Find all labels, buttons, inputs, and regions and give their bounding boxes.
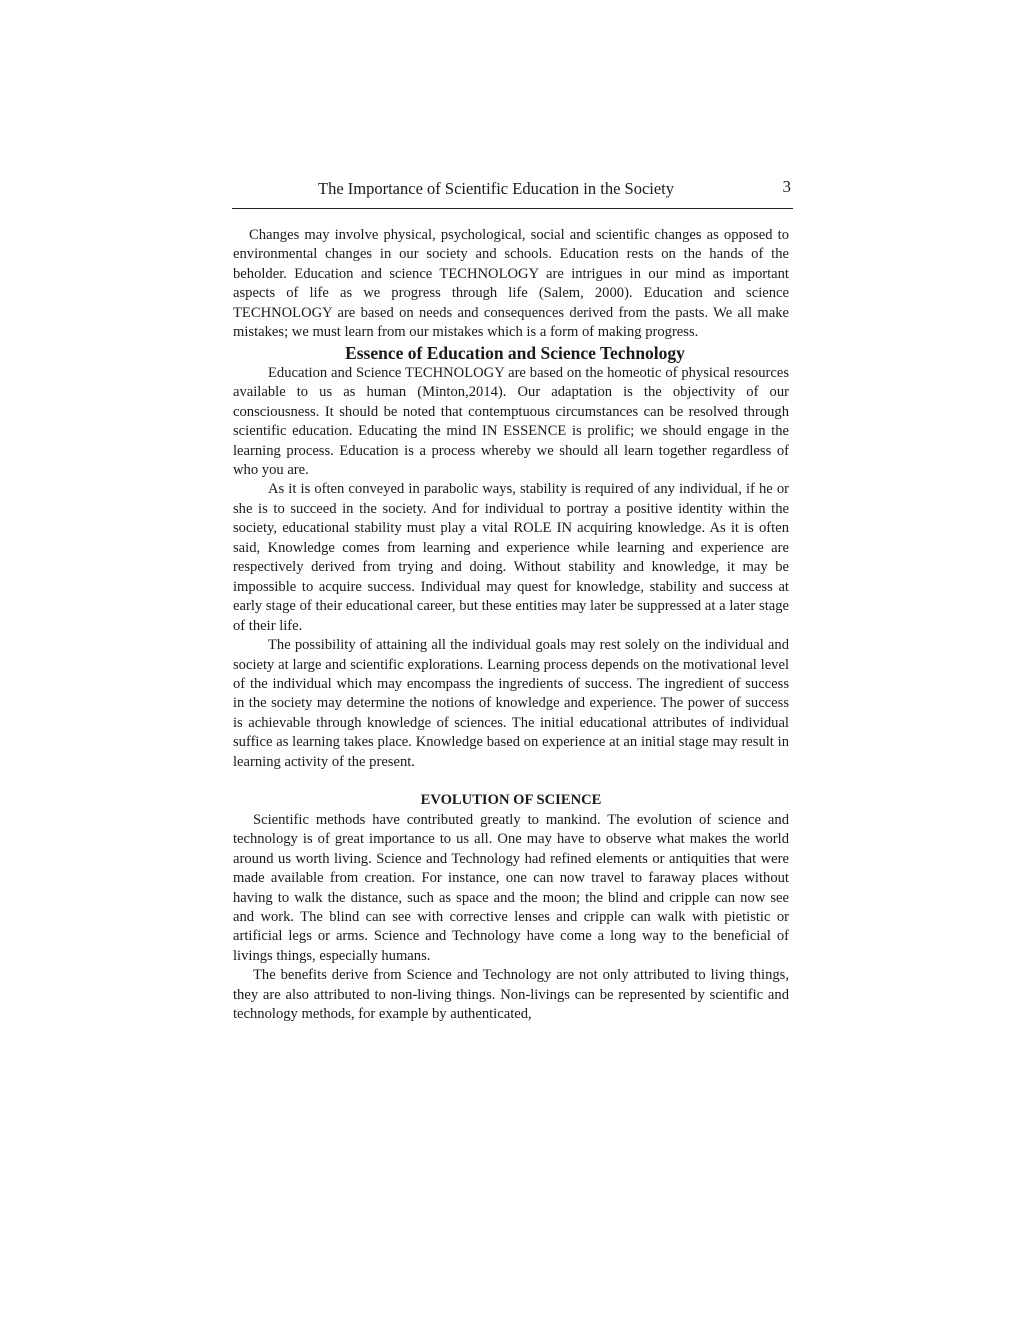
paragraph-scientific-methods: Scientific methods have contributed greatly to mankind. The evolution of science and technology is of great importance to us all. One may have to observe what makes the world around us worth living. Science and Technology had refined elements or antiquities that were made available from creation. For instance, one can now travel to faraway places without having to walk the distance, such as space and the moon; the blind and cripple can now see and work. The blind can see with corrective lenses and cripple can walk with pietistic or artificial legs or arms. Science and Technology have come a long way to the beneficial of livings things, especially humans. <box>233 811 789 964</box>
paragraph-changes: Changes may involve physical, psychological, social and scientific changes as opposed to environmental changes in our society and schools. Education rests on the hands of the beholder. Education and science TECHNOLOGY are intrigues in our mind as important aspects of life as we progress through life (Salem, 2000). Education and science TECHNOLOGY are based on needs and consequences derived from the pasts. We all make mistakes; we must learn from our mistakes which is a form of making progress. <box>233 227 789 341</box>
running-header <box>232 176 793 209</box>
paragraph-possibility: The possibility of attaining all the individual goals may rest solely on the individual and society at large and scientific explorations. Learning process depends on the motivational level of the individual which may encompass the ingredients of success. The ingredient of success in the society may determine the notions of knowledge and experience. The power of success is achievable through knowledge of sciences. The initial educational attributes of individual suffice as learning takes place. Knowledge based on experience at an initial stage may result in learning activity of the present. <box>233 637 789 770</box>
body-text <box>233 226 789 1025</box>
running-title: The Importance of Scientific Education in the Society <box>318 179 675 198</box>
section-heading-essence: Essence of Education and Science Technology <box>345 342 685 363</box>
paragraph-education-science: Education and Science TECHNOLOGY are based on the homeotic of physical resources available to us as human (Minton,2014). Our adaptation is the objectivity of our consciousness. It should be noted that contemptuous circumstances can be resolved through scientific education. Educating the mind IN ESSENCE is prolific; we should engage in the learning process. Education is a process whereby we should all learn together regardless of who you are. <box>233 364 789 478</box>
paragraph-stability: As it is often conveyed in parabolic ways, stability is required of any individual, if he or she is to succeed in the society. And for individual to portray a positive identity within the society, educational stability must play a vital ROLE IN acquiring knowledge. As it is often said, Knowledge comes from learning and experience while learning and experience are respectively derived from trying and doing. Without stability and knowledge, it may be impossible to acquire success. Individual may quest for knowledge, stability and success at early stage of their educational career, but these entities may later be suppressed at a later stage of their life. <box>233 481 789 634</box>
paragraph-benefits: The benefits derive from Science and Technology are not only attributed to living things, they are also attributed to non-living things. Non-livings can be represented by scientific and technology methods, for example by authenticated, <box>233 967 789 1023</box>
section-gap <box>233 772 789 791</box>
page-number: 3 <box>782 177 791 196</box>
section-heading-evolution: EVOLUTION OF SCIENCE <box>420 792 602 809</box>
